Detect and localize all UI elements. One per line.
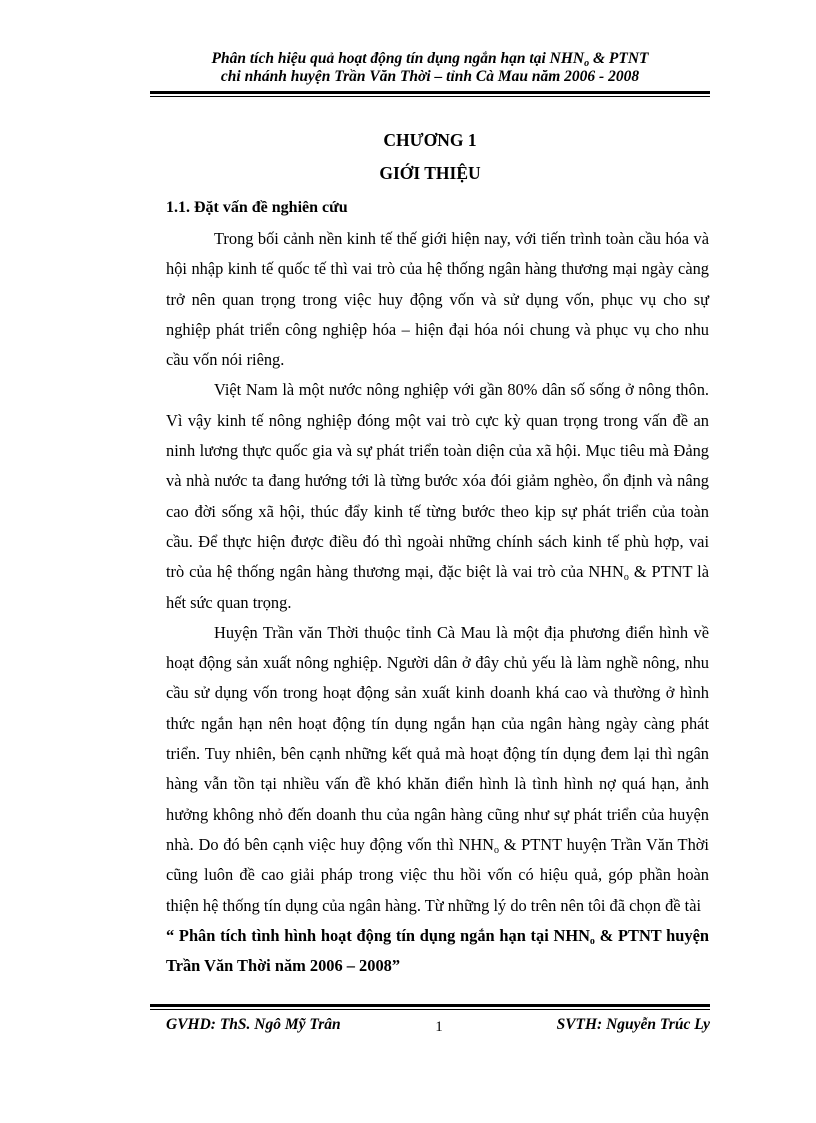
header-line-1 xyxy=(150,50,710,68)
paragraph-3-text: Huyện Trần văn Thời thuộc tỉnh Cà Mau là một địa phương điển hình về hoạt động sản xuất nông nghiệp. Người dân ở đây chủ yếu là làm nghề nông, nhu cầu sử dụng vốn trong hoạt động sản xuất kinh doanh khá cao và thường ở hình thức ngắn hạn nên hoạt động tín dụng ngắn hạn của ngân hàng ngày càng phát triển. Tuy nhiên, bên cạnh những kết quả mà hoạt động tín dụng đem lại thì ngân hàng vẫn tồn tại nhiều vấn đề khó khăn điển hình là tình hình nợ quá hạn, ảnh hưởng không nhỏ đến doanh thu của ngân hàng cũng như sự phát triển của huyện nhà. Do đó bên cạnh việc huy động vốn thì NHN xyxy=(166,622,709,854)
header-line-1-tail: & PTNT xyxy=(589,50,649,67)
page-header xyxy=(150,50,710,86)
thesis-title xyxy=(166,921,709,982)
footer-student: SVTH: Nguyễn Trúc Ly xyxy=(556,1016,710,1033)
footer-advisor: GVHD: ThS. Ngô Mỹ Trân xyxy=(166,1016,341,1033)
footer-rule xyxy=(150,1004,710,1007)
paragraph-1: Trong bối cảnh nền kinh tế thế giới hiện nay, với tiến trình toàn cầu hóa và hội nhập kinh tế quốc tế thì vai trò của hệ thống ngân hàng thương mại ngày càng trở nên quan trọng trong việc huy động vốn và sử dụng vốn, phục vụ cho sự nghiệp phát triển công nghiệp hóa – hiện đại hóa nói chung và phục vụ cho nhu cầu vốn nói riêng. xyxy=(166,229,709,370)
paragraph-3-tail: & PTNT huyện Trần Văn Thời cũng luôn đề cao giải pháp trong việc thu hồi vốn có hiệu quả, góp phần hoàn thiện hệ thống tín dụng của ngân hàng. Từ những lý do trên nên tôi đã chọn đề tài xyxy=(166,834,709,915)
paragraph-3-subscript: o xyxy=(494,844,499,856)
section-heading: 1.1. Đặt vấn đề nghiên cứu xyxy=(166,199,348,216)
paragraph-2 xyxy=(166,375,709,617)
chapter-number: CHƯƠNG 1 xyxy=(383,130,477,150)
thesis-title-subscript: o xyxy=(589,935,595,947)
paragraph-2-text: Việt Nam là một nước nông nghiệp với gần 80% dân số sống ở nông thôn. Vì vậy kinh tế nông nghiệp đóng một vai trò cực kỳ quan trọng trong vấn đề an ninh lương thực quốc gia và sự phát triển toàn diện của xã hội. Mục tiêu mà Đảng và nhà nước ta đang hướng tới là từng bước xóa đói giảm nghèo, ổn định và nâng cao đời sống xã hội, thúc đẩy kinh tế từng bước theo kịp sự phát triển của toàn cầu. Để thực hiện được điều đó thì ngoài những chính sách kinh tế phù hợp, vai trò của hệ thống ngân hàng thương mại, đặc biệt là vai trò của NHN xyxy=(166,380,709,582)
paragraph-2-subscript: o xyxy=(623,572,629,584)
paragraph-2-tail: & PTNT là hết sức quan trọng. xyxy=(166,562,709,612)
footer-rule-thin xyxy=(150,1009,710,1010)
chapter-title: GIỚI THIỆU xyxy=(379,163,481,183)
header-line-1-text: Phân tích hiệu quả hoạt động tín dụng ngắn hạn tại NHN xyxy=(211,50,585,67)
paragraph-3 xyxy=(166,618,709,921)
header-rule xyxy=(150,91,710,94)
thesis-title-text: “ Phân tích tình hình hoạt động tín dụng ngắn hạn tại NHN xyxy=(166,925,590,945)
page-number: 1 xyxy=(435,1019,443,1035)
header-rule-thin xyxy=(150,96,710,97)
header-subscript: o xyxy=(584,58,590,69)
body-text xyxy=(166,224,709,981)
header-line-2: chi nhánh huyện Trần Văn Thời – tỉnh Cà Mau năm 2006 - 2008 xyxy=(220,68,640,85)
thesis-title-tail: & PTNT huyện Trần Văn Thời năm 2006 – 2008” xyxy=(166,925,709,976)
